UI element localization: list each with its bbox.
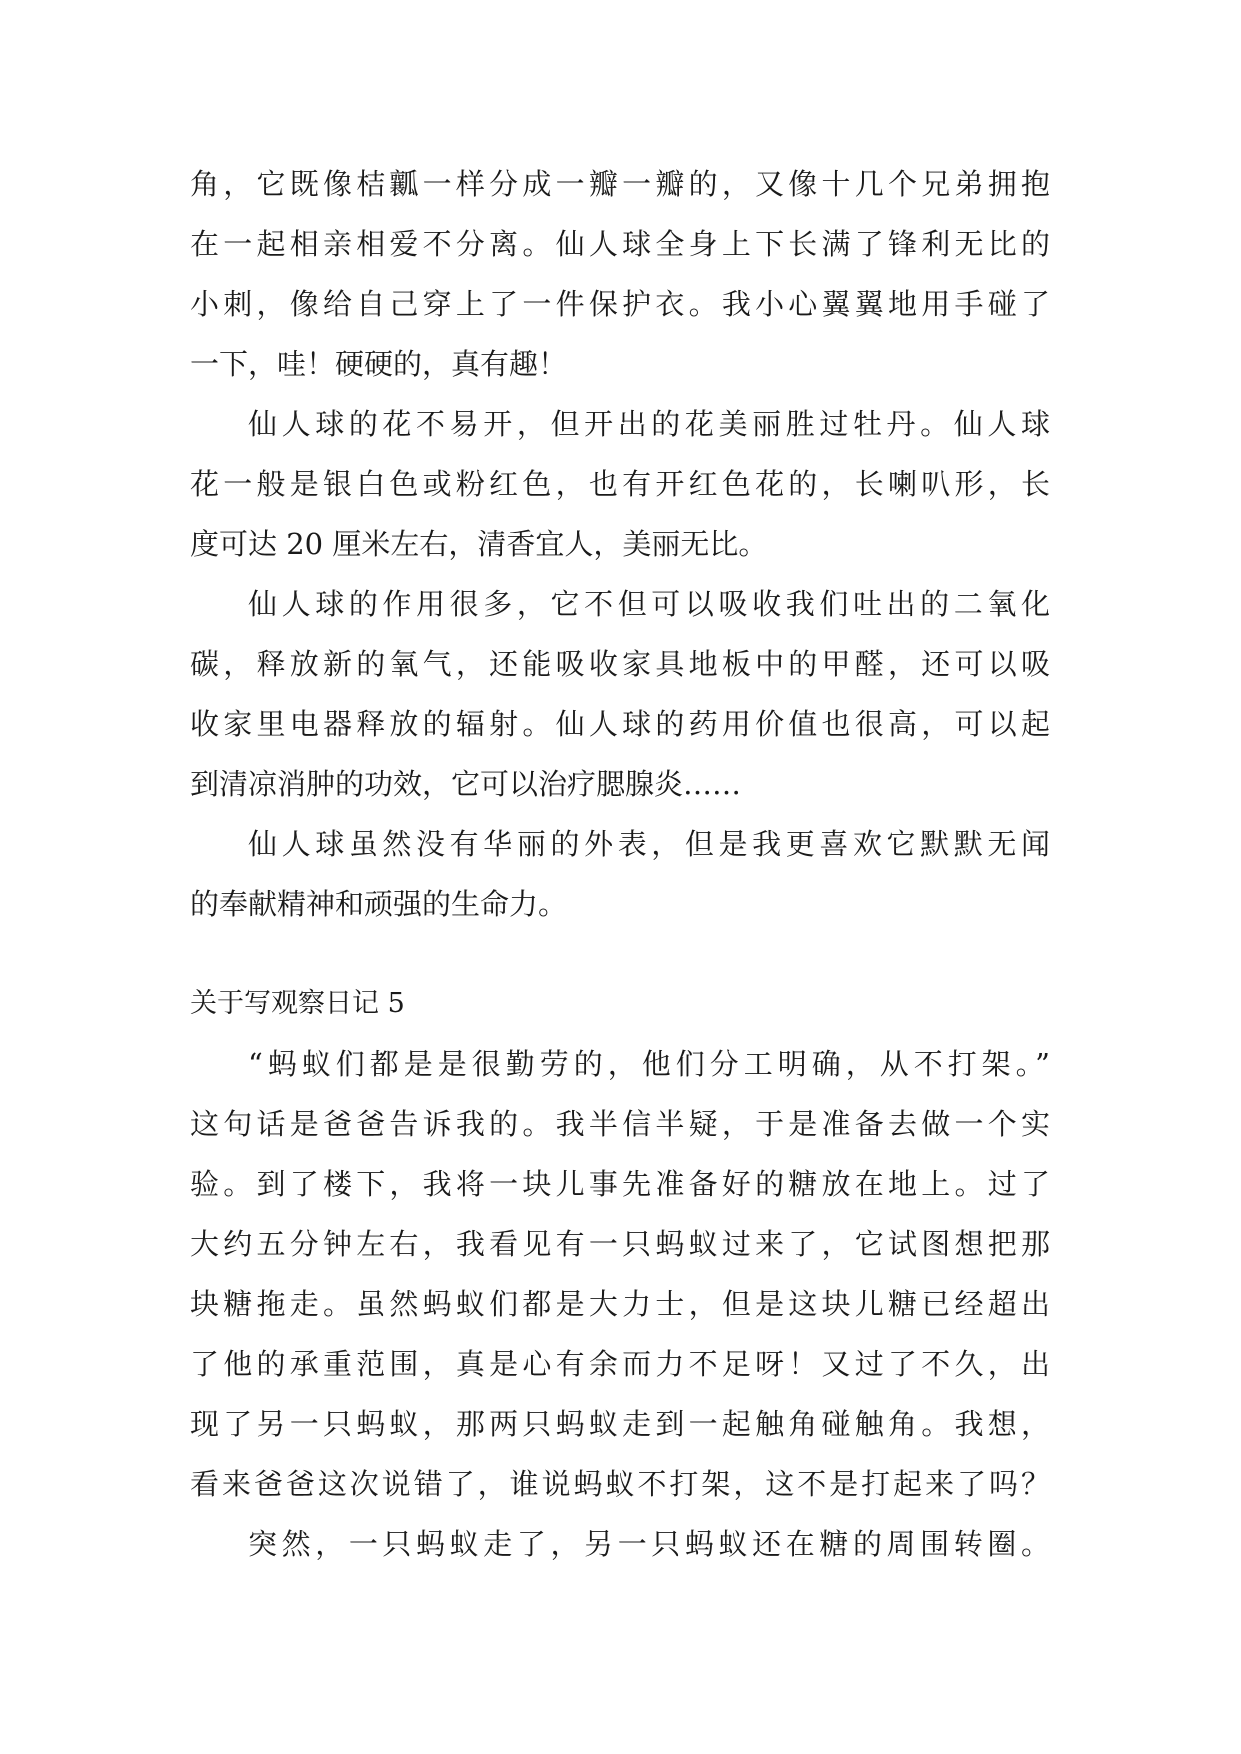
paragraph-1-line-1: 角，它既像桔瓤一样分成一瓣一瓣的，又像十几个兄弟拥抱 — [190, 167, 1050, 201]
paragraph-3-line-1: 仙人球的作用很多，它不但可以吸收我们吐出的二氧化 — [248, 587, 1050, 621]
paragraph-4-line-2: 的奉献精神和顽强的生命力。 — [190, 887, 568, 921]
paragraph-2-line-1: 仙人球的花不易开，但开出的花美丽胜过牡丹。仙人球 — [248, 407, 1050, 441]
paragraph-5-line-8: 看来爸爸这次说错了，谁说蚂蚁不打架，这不是打起来了吗？ — [190, 1467, 1050, 1501]
paragraph-5-line-5: 块糖拖走。虽然蚂蚁们都是大力士，但是这块儿糖已经超出 — [190, 1287, 1050, 1321]
paragraph-5-line-7: 现了另一只蚂蚁，那两只蚂蚁走到一起触角碰触角。我想， — [190, 1407, 1050, 1441]
paragraph-5-line-1: “蚂蚁们都是是很勤劳的，他们分工明确，从不打架。” — [248, 1047, 1050, 1081]
paragraph-3-line-4: 到清凉消肿的功效，它可以治疗腮腺炎…… — [190, 767, 742, 801]
paragraph-5-line-2: 这句话是爸爸告诉我的。我半信半疑，于是准备去做一个实 — [190, 1107, 1050, 1141]
paragraph-3-line-3: 收家里电器释放的辐射。仙人球的药用价值也很高，可以起 — [190, 707, 1050, 741]
paragraph-2-line-2: 花一般是银白色或粉红色，也有开红色花的，长喇叭形，长 — [190, 467, 1050, 501]
paragraph-5-line-4: 大约五分钟左右，我看见有一只蚂蚁过来了，它试图想把那 — [190, 1227, 1050, 1261]
paragraph-1-line-2: 在一起相亲相爱不分离。仙人球全身上下长满了锋利无比的 — [190, 227, 1050, 261]
paragraph-4-line-1: 仙人球虽然没有华丽的外表，但是我更喜欢它默默无闻 — [248, 827, 1050, 861]
section-heading: 关于写观察日记 5 — [190, 988, 405, 1019]
paragraph-5-line-6: 了他的承重范围，真是心有余而力不足呀！又过了不久，出 — [190, 1347, 1050, 1381]
paragraph-6-line-1: 突然，一只蚂蚁走了，另一只蚂蚁还在糖的周围转圈。 — [248, 1527, 1050, 1561]
paragraph-5-line-3: 验。到了楼下，我将一块儿事先准备好的糖放在地上。过了 — [190, 1167, 1050, 1201]
paragraph-1-line-4: 一下，哇！硬硬的，真有趣！ — [190, 347, 568, 381]
paragraph-3-line-2: 碳，释放新的氧气，还能吸收家具地板中的甲醛，还可以吸 — [190, 647, 1050, 681]
paragraph-1-line-3: 小刺，像给自己穿上了一件保护衣。我小心翼翼地用手碰了 — [190, 287, 1050, 321]
paragraph-2-line-3: 度可达 20 厘米左右，清香宜人，美丽无比。 — [190, 527, 768, 561]
